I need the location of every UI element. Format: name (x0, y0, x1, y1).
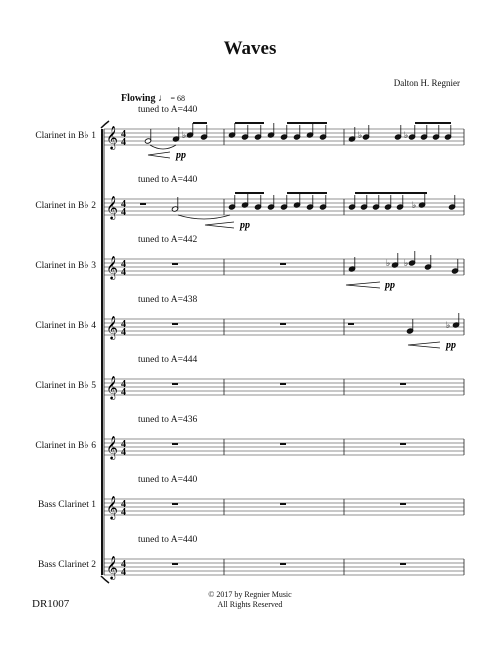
time-signature-bottom: 4 (121, 137, 126, 148)
instrument-name: Clarinet in B♭ 4 (35, 321, 96, 331)
treble-clef-icon: 𝄞 (106, 255, 118, 279)
time-signature-top: 4 (121, 199, 126, 210)
whole-rest (280, 563, 286, 565)
treble-clef-icon: 𝄞 (106, 315, 118, 339)
tuning-text: tuned to A=436 (138, 415, 198, 425)
instrument-name: Bass Clarinet 2 (37, 560, 96, 570)
whole-rest (172, 503, 178, 505)
time-signature-top: 4 (121, 499, 126, 510)
time-signature-top: 4 (121, 319, 126, 330)
whole-rest (280, 323, 286, 325)
whole-rest (172, 323, 178, 325)
flat-icon: ♭ (404, 259, 409, 269)
whole-rest (172, 383, 178, 385)
slur (178, 215, 230, 219)
system-bracket (101, 129, 103, 575)
whole-rest (280, 263, 286, 265)
copyright-line: © 2017 by Regnier Music (208, 590, 292, 599)
tuning-text: tuned to A=440 (138, 175, 198, 185)
dynamic-marking: pp (385, 280, 395, 291)
treble-clef-icon: 𝄞 (106, 125, 118, 149)
whole-rest (348, 323, 354, 325)
flat-icon: ♭ (358, 131, 363, 141)
instrument-name: Clarinet in B♭ 2 (35, 201, 96, 211)
slur (150, 145, 176, 149)
treble-clef-icon: 𝄞 (106, 435, 118, 459)
whole-rest (400, 563, 406, 565)
dynamic-marking: pp (446, 340, 456, 351)
dynamic-marking: pp (176, 150, 186, 161)
time-signature-bottom: 4 (121, 387, 126, 398)
treble-clef-icon: 𝄞 (106, 195, 118, 219)
crescendo-hairpin (205, 222, 234, 228)
time-signature-bottom: 4 (121, 327, 126, 338)
tempo-word: Flowing (121, 93, 156, 104)
crescendo-hairpin (346, 282, 380, 288)
flat-icon: ♭ (386, 259, 391, 269)
dynamic-marking: pp (240, 220, 250, 231)
whole-rest (280, 443, 286, 445)
time-signature-bottom: 4 (121, 267, 126, 278)
time-signature-bottom: 4 (121, 447, 126, 458)
time-signature-top: 4 (121, 439, 126, 450)
instrument-name: Bass Clarinet 1 (37, 500, 96, 510)
tuning-text: tuned to A=440 (138, 475, 198, 485)
crescendo-hairpin (408, 342, 440, 348)
tuning-text: tuned to A=444 (138, 355, 198, 365)
instrument-name: Clarinet in B♭ 3 (35, 261, 96, 271)
rights-line: All Rights Reserved (217, 600, 283, 609)
whole-rest (400, 383, 406, 385)
flat-icon: ♭ (412, 201, 417, 211)
time-signature-top: 4 (121, 559, 126, 570)
instrument-name: Clarinet in B♭ 6 (35, 441, 96, 451)
tuning-text: tuned to A=440 (138, 105, 198, 115)
whole-rest (280, 503, 286, 505)
composer-name: Dalton H. Regnier (393, 78, 460, 88)
flat-icon: ♭ (404, 131, 409, 141)
whole-rest (172, 443, 178, 445)
catalog-code: DR1007 (32, 598, 70, 610)
time-signature-top: 4 (121, 129, 126, 140)
time-signature-top: 4 (121, 259, 126, 270)
time-signature-bottom: 4 (121, 567, 126, 578)
tuning-text: tuned to A=438 (138, 295, 198, 305)
tuning-text: tuned to A=442 (138, 235, 198, 245)
whole-rest (400, 443, 406, 445)
time-signature-top: 4 (121, 379, 126, 390)
treble-clef-icon: 𝄞 (106, 495, 118, 519)
flat-icon: ♭ (182, 131, 187, 141)
treble-clef-icon: 𝄞 (106, 555, 118, 579)
whole-rest (172, 563, 178, 565)
time-signature-bottom: 4 (121, 507, 126, 518)
instrument-name: Clarinet in B♭ 1 (35, 131, 96, 141)
tuning-text: tuned to A=440 (138, 535, 198, 545)
copyright-block (0, 590, 500, 610)
whole-rest (140, 203, 146, 205)
piece-title: Waves (223, 38, 277, 59)
whole-rest (172, 263, 178, 265)
instrument-name: Clarinet in B♭ 5 (35, 381, 96, 391)
flat-icon: ♭ (446, 321, 451, 331)
treble-clef-icon: 𝄞 (106, 375, 118, 399)
crescendo-hairpin (148, 152, 170, 158)
quarter-note-icon: ♩ (157, 93, 168, 104)
time-signature-bottom: 4 (121, 207, 126, 218)
whole-rest (280, 383, 286, 385)
whole-rest (400, 503, 406, 505)
tempo-value: = 68 (170, 94, 185, 103)
